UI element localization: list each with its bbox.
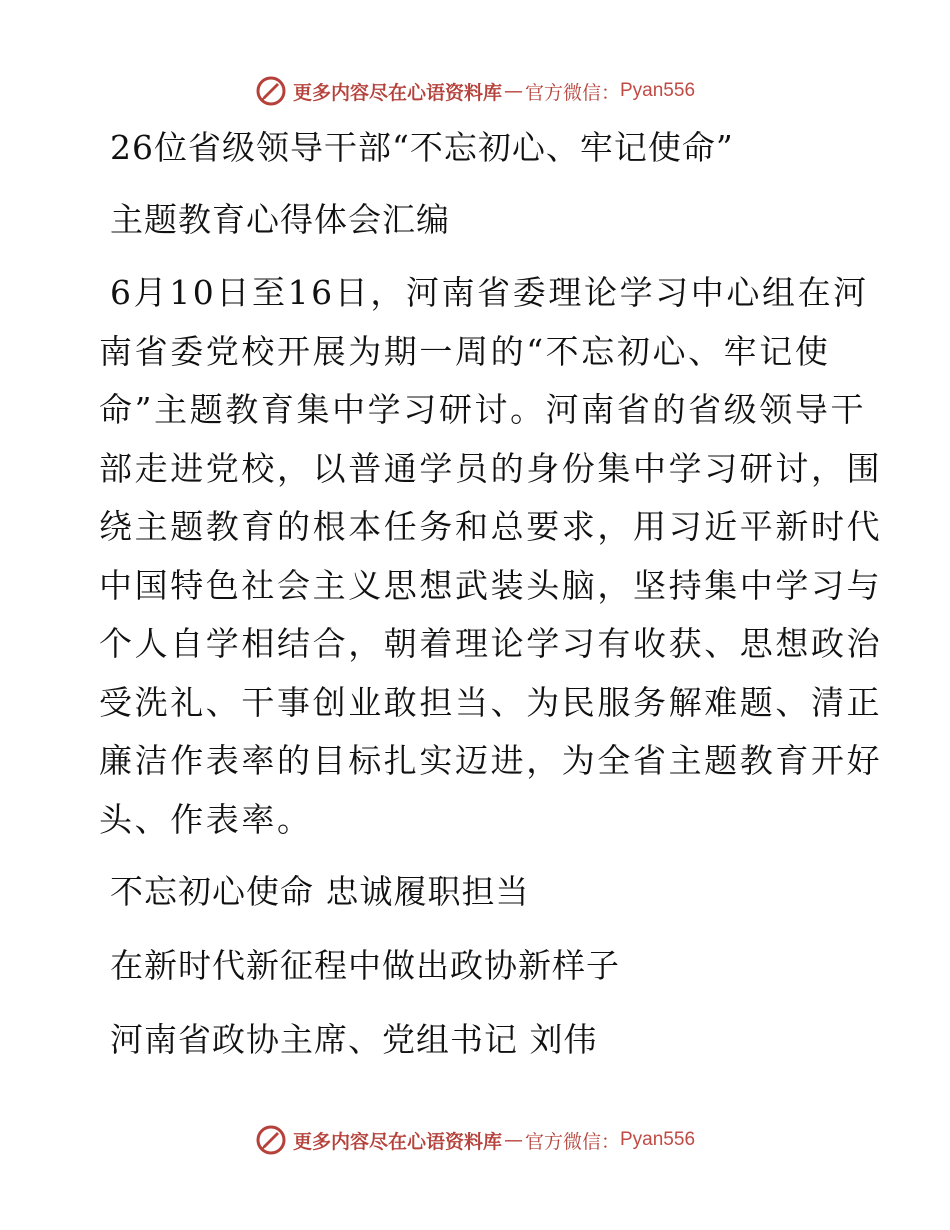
paragraph-line-7: 个人自学相结合，朝着理论学习有收获、思想政治 <box>99 624 883 663</box>
watermark-site-text: 更多内容尽在心语资料库 <box>292 1130 502 1153</box>
paragraph-line-8: 受洗礼、干事创业敢担当、为民服务解难题、清正 <box>99 683 883 722</box>
paragraph-line-3: 命”主题教育集中学习研讨。河南省的省级领导干 <box>99 390 867 429</box>
quill-logo-icon <box>255 75 287 107</box>
section-heading: 不忘初心使命 忠诚履职担当 <box>110 872 530 911</box>
paragraph-line-5: 绕主题教育的根本任务和总要求，用习近平新时代 <box>99 507 883 546</box>
document-title-line-1: 26位省级领导干部“不忘初心、牢记使命” <box>110 128 734 167</box>
paragraph-line-2: 南省委党校开展为期一周的“不忘初心、牢记使 <box>99 332 831 371</box>
watermark-label: 官方微信： <box>524 1130 620 1153</box>
watermark-site-text: 更多内容尽在心语资料库 <box>292 81 502 104</box>
watermark-separator: — <box>503 1129 523 1151</box>
watermark-handle: Pyan556 <box>620 1129 696 1150</box>
paragraph-line-10: 头、作表率。 <box>99 800 313 839</box>
watermark-label: 官方微信： <box>524 81 620 104</box>
watermark-handle: Pyan556 <box>620 80 696 101</box>
quill-logo-icon <box>255 1124 287 1156</box>
footer-watermark <box>0 1120 950 1160</box>
document-title-line-2: 主题教育心得体会汇编 <box>110 200 450 239</box>
header-watermark <box>0 71 950 111</box>
section-subheading: 在新时代新征程中做出政协新样子 <box>110 946 620 985</box>
author-line: 河南省政协主席、党组书记 刘伟 <box>110 1020 598 1059</box>
paragraph-line-6: 中国特色社会主义思想武装头脑，坚持集中学习与 <box>99 566 883 605</box>
watermark-separator: — <box>503 80 523 102</box>
paragraph-line-1: 6月10日至16日，河南省委理论学习中心组在河 <box>110 273 869 312</box>
paragraph-line-9: 廉洁作表率的目标扎实迈进，为全省主题教育开好 <box>99 741 883 780</box>
paragraph-line-4: 部走进党校，以普通学员的身份集中学习研讨，围 <box>99 449 883 488</box>
